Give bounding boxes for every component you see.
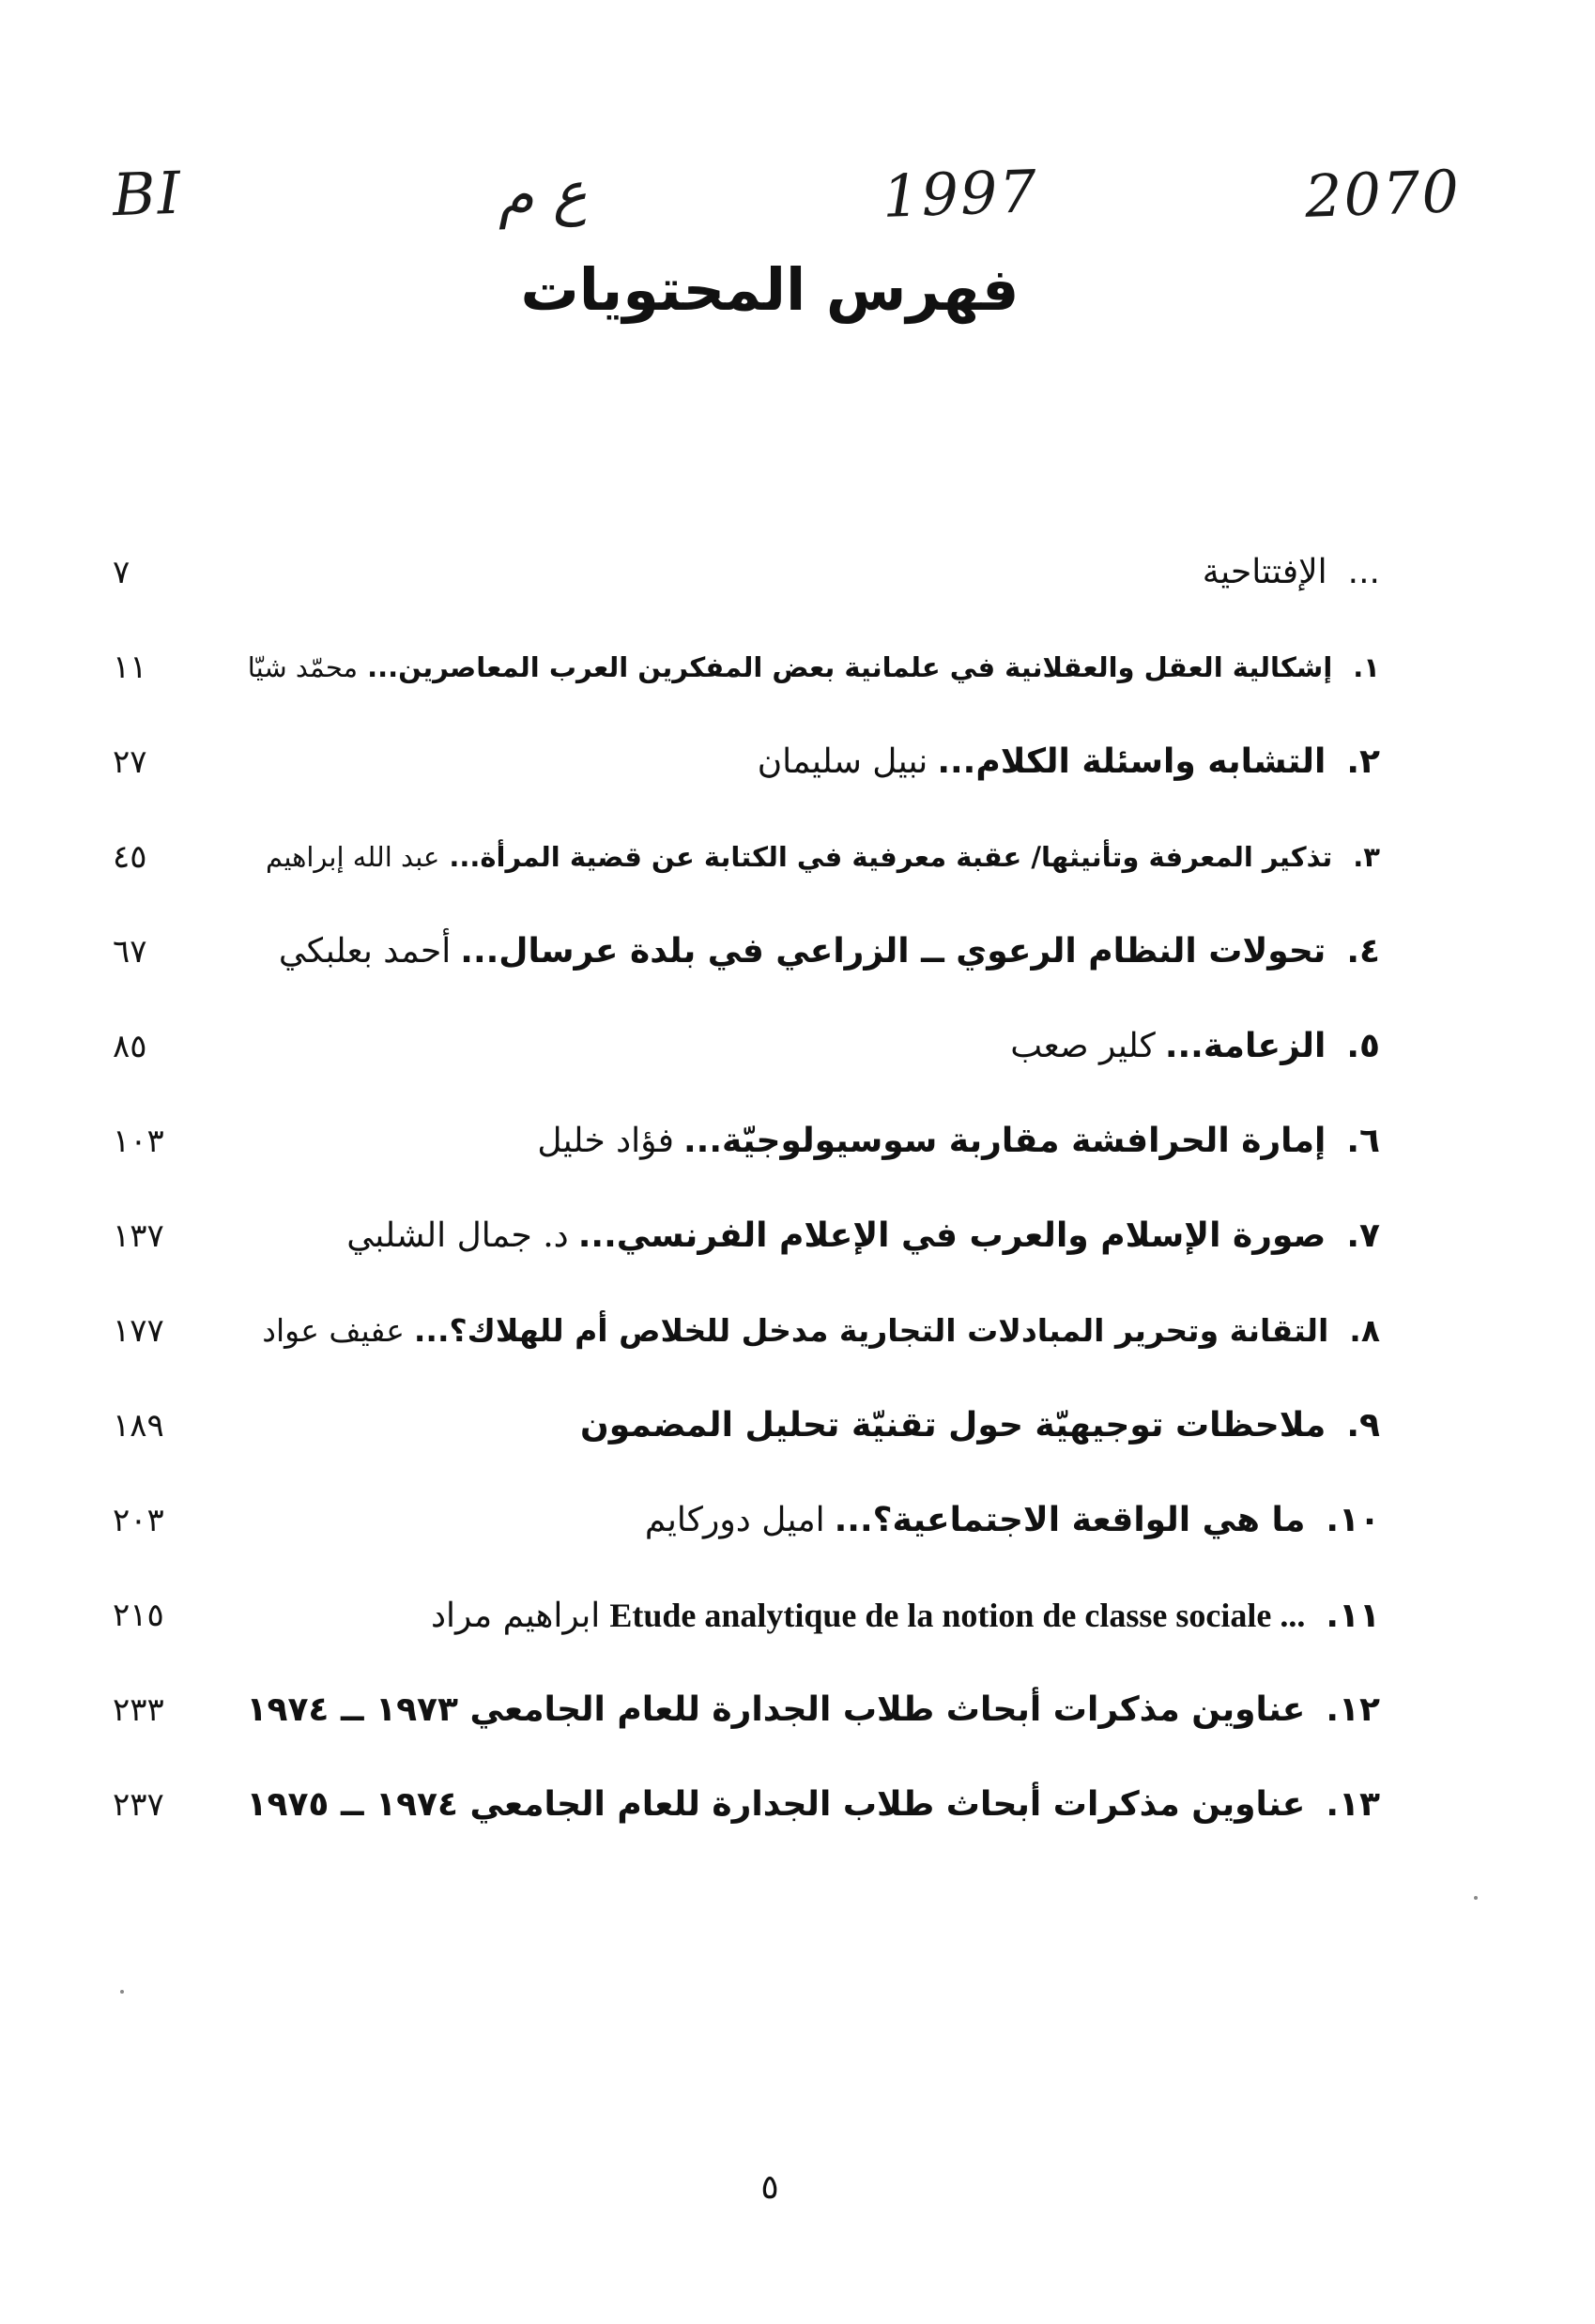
- toc-entry: [247, 1777, 1380, 1833]
- toc-number: ٣.: [1353, 841, 1380, 873]
- toc-entry: [279, 924, 1380, 980]
- toc-number: ١٢.: [1326, 1690, 1380, 1729]
- toc-row-7: [113, 1208, 1380, 1303]
- toc-author: عبد الله إبراهيم: [266, 841, 440, 873]
- toc-number: ٨.: [1349, 1312, 1380, 1349]
- toc-page-number: ٦٧: [113, 933, 147, 971]
- toc-page-number: ١٣٧: [113, 1217, 164, 1255]
- toc-entry: [248, 639, 1380, 696]
- scan-speck: [1474, 1896, 1478, 1900]
- toc-page-number: ٢٣٣: [113, 1691, 164, 1729]
- toc-author: د. جمال الشلبي: [346, 1216, 569, 1255]
- toc-entry: [537, 1113, 1380, 1170]
- toc-author: فؤاد خليل: [537, 1122, 674, 1160]
- toc-page-number: ٤٥: [113, 838, 147, 876]
- toc-title: الزعامة...: [1164, 1027, 1327, 1065]
- toc-number: ٧.: [1346, 1216, 1380, 1255]
- toc-title: تذكير المعرفة وتأنيثها/ عقبة معرفية في الكتابة عن قضية المرأة...: [449, 841, 1333, 873]
- toc-number: ١.: [1353, 651, 1380, 683]
- toc-page-number: ١٨٩: [113, 1407, 164, 1445]
- toc-title: التقانة وتحرير المبادلات التجارية مدخل للخلاص أم للهلاك؟...: [413, 1312, 1329, 1349]
- toc-title: عناوين مذكرات أبحاث طلاب الجدارة للعام الجامعي ١٩٧٣ ــ ١٩٧٤: [246, 1690, 1306, 1729]
- toc-number: ٦.: [1346, 1122, 1380, 1160]
- handwritten-note-right: 2070: [1303, 157, 1463, 231]
- toc-number: ٥.: [1346, 1027, 1380, 1065]
- toc-number: ٩.: [1346, 1406, 1380, 1445]
- toc-author: ابراهيم مراد: [430, 1597, 601, 1635]
- toc-title: الإفتتاحية: [1202, 553, 1327, 591]
- toc-page-number: ٧: [113, 554, 130, 591]
- toc-page-number: ١٧٧: [113, 1312, 164, 1350]
- toc-number: ٢.: [1346, 742, 1380, 781]
- scan-speck: [120, 1990, 124, 1994]
- page-title: فهرس المحتويات: [520, 255, 1020, 324]
- toc-title: ملاحظات توجيهيّة حول تقنيّة تحليل المضمون: [580, 1406, 1327, 1445]
- toc-author: أحمد بعلبكي: [278, 932, 452, 971]
- toc-title: إشكالية العقل والعقلانية في علمانية بعض المفكرين العرب المعاصرين...: [367, 651, 1333, 683]
- toc-row-8: [113, 1303, 1380, 1398]
- toc-entry: [758, 734, 1380, 790]
- toc-author: نبيل سليمان: [757, 742, 928, 781]
- toc-title: Etude analytique de la notion de classe sociale ...: [609, 1597, 1306, 1634]
- toc-entry: [1010, 1018, 1380, 1075]
- toc-entry: [580, 1398, 1380, 1454]
- toc-title: إمارة الحرافشة مقاربة سوسيولوجيّة...: [683, 1122, 1327, 1160]
- toc-page-number: ٢٣٧: [113, 1786, 164, 1824]
- toc-author: اميل دوركايم: [644, 1501, 825, 1539]
- toc-number: ...: [1347, 553, 1380, 591]
- toc-page-number: ٨٥: [113, 1028, 147, 1065]
- toc-row-10: [113, 1492, 1380, 1587]
- toc-title: التشابه واسئلة الكلام...: [937, 742, 1327, 781]
- toc-entry: [1203, 544, 1380, 601]
- toc-title: ما هي الواقعة الاجتماعية؟...: [834, 1501, 1306, 1539]
- toc-author: محمّد شيّا: [247, 651, 359, 683]
- toc-number: ١٠.: [1326, 1501, 1380, 1539]
- handwritten-note-left: BI: [111, 158, 184, 230]
- toc-row-13: [113, 1777, 1380, 1872]
- toc-number: ١٣.: [1326, 1785, 1380, 1824]
- toc-page-number: ١٠٣: [113, 1123, 164, 1160]
- toc-author: عفيف عواد: [262, 1312, 405, 1349]
- toc-row-5: [113, 1018, 1380, 1113]
- toc-entry: [247, 1682, 1380, 1738]
- toc-row-9: [113, 1398, 1380, 1492]
- toc-row-opening: [113, 544, 1380, 639]
- toc-page-number: ١١: [113, 649, 147, 686]
- toc-page-number: ٢١٥: [113, 1597, 164, 1634]
- toc-entry: [262, 1303, 1380, 1359]
- toc-entry: [346, 1208, 1380, 1264]
- toc-row-4: [113, 924, 1380, 1018]
- toc-entry: [266, 829, 1380, 885]
- table-of-contents: [113, 544, 1380, 1872]
- toc-page-number: ٢٧: [113, 743, 147, 781]
- toc-row-12: [113, 1682, 1380, 1777]
- toc-number: ١١.: [1326, 1597, 1380, 1635]
- toc-row-6: [113, 1113, 1380, 1208]
- toc-row-2: [113, 734, 1380, 829]
- toc-title: صورة الإسلام والعرب في الإعلام الفرنسي...: [577, 1216, 1327, 1255]
- toc-row-11: [113, 1587, 1380, 1682]
- toc-entry: [431, 1587, 1380, 1644]
- folio-page-number: ٥: [760, 2168, 779, 2207]
- toc-page-number: ٢٠٣: [113, 1502, 164, 1539]
- toc-row-1: [113, 639, 1380, 734]
- toc-title: تحولات النظام الرعوي ــ الزراعي في بلدة عرسال...: [460, 932, 1327, 971]
- toc-entry: [645, 1492, 1380, 1549]
- toc-title: عناوين مذكرات أبحاث طلاب الجدارة للعام الجامعي ١٩٧٤ ــ ١٩٧٥: [246, 1785, 1306, 1824]
- toc-author: كلير صعب: [1010, 1027, 1156, 1065]
- handwritten-note-mid: ع م: [496, 158, 589, 230]
- toc-number: ٤.: [1346, 932, 1380, 971]
- toc-row-3: [113, 829, 1380, 924]
- handwritten-note-year: 1997: [881, 157, 1040, 231]
